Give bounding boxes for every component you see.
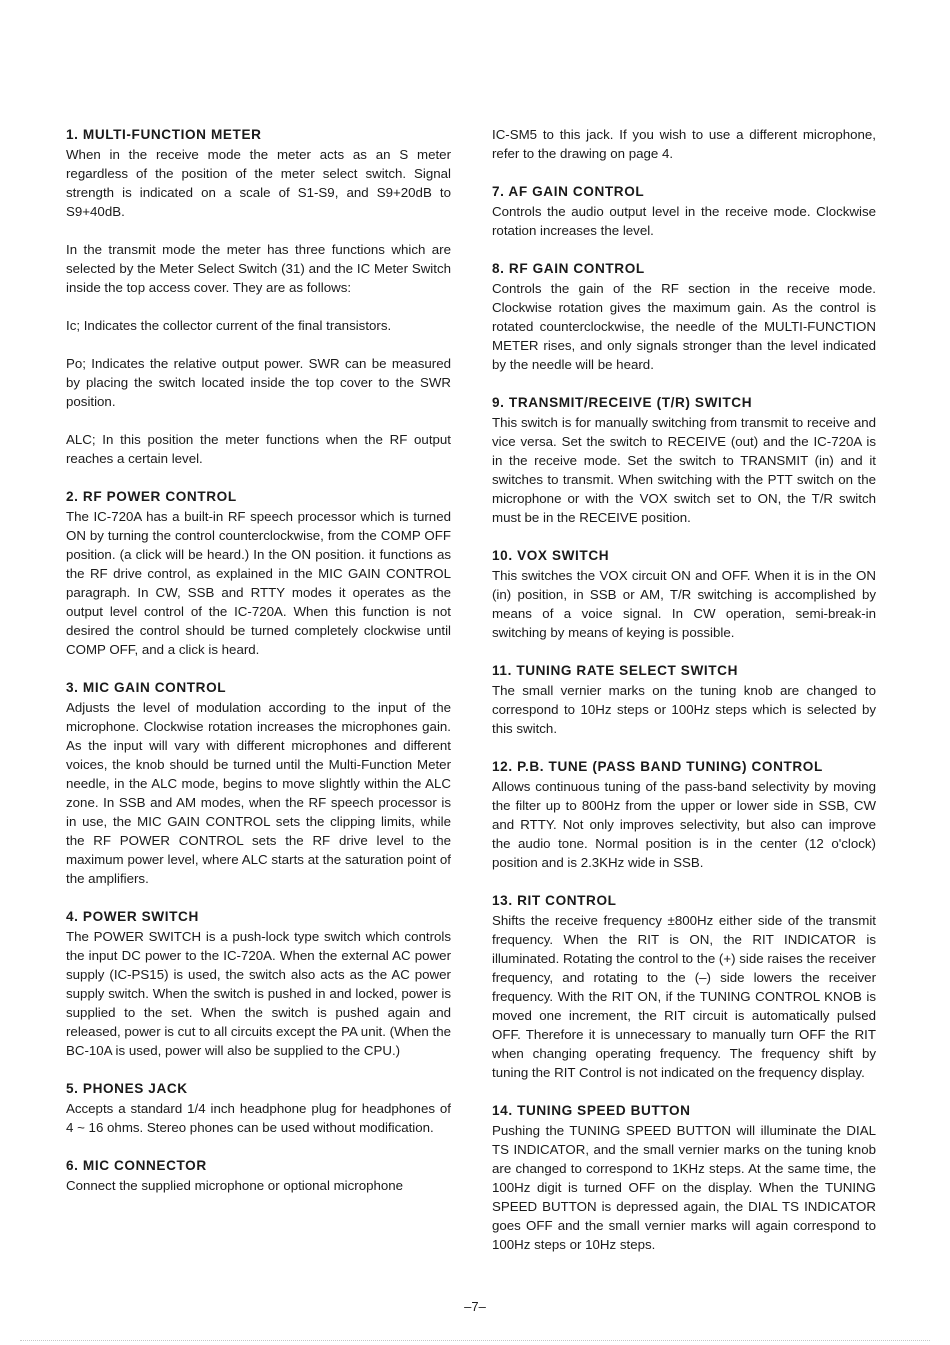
paragraph: When in the receive mode the meter acts as an S meter regardless of the position of the meter select switch. Signal strength is indicated on a scale of S1-S9, and S9+20dB to S9+40dB. [66, 147, 451, 219]
section-heading: 2. RF POWER CONTROL [66, 489, 237, 504]
section-phones-jack [66, 1079, 451, 1137]
page-number: –7– [464, 1299, 486, 1314]
section-tuning-rate-select-switch [492, 661, 876, 738]
section-transmit-receive-switch [492, 393, 876, 527]
paragraph: IC-SM5 to this jack. If you wish to use a different microphone, refer to the drawing on page 4. [492, 127, 876, 161]
paragraph: Controls the gain of the RF section in the receive mode. Clockwise rotation gives the maximum gain. As the control is rotated counterclockwise, the needle of the MULTI-FUNCTION METER rises, and only signals stronger than the level indicated by the needle will be heard. [492, 281, 876, 372]
section-rit-control [492, 891, 876, 1082]
section-heading: 10. VOX SWITCH [492, 548, 610, 563]
paragraph: Accepts a standard 1/4 inch headphone plug for headphones of 4 ~ 16 ohms. Stereo phones can be used without modification. [66, 1101, 451, 1135]
paragraph: Allows continuous tuning of the pass-band selectivity by moving the filter up to 800Hz from the upper or lower side in SSB, CW and RTTY. Not only improves selectivity, but also can improve the audio tone. Normal position is in the center (12 o'clock) position and is 2.3KHz wide in SSB. [492, 779, 876, 870]
section-tuning-speed-button [492, 1101, 876, 1254]
section-mic-connector [66, 1156, 451, 1195]
section-heading: 1. MULTI-FUNCTION METER [66, 127, 262, 142]
section-mic-connector-continued [492, 125, 876, 163]
section-heading: 9. TRANSMIT/RECEIVE (T/R) SWITCH [492, 395, 753, 410]
section-heading: 12. P.B. TUNE (PASS BAND TUNING) CONTROL [492, 759, 823, 774]
section-vox-switch [492, 546, 876, 642]
paragraph: Adjusts the level of modulation according to the input of the microphone. Clockwise rotation increases the microphones gain. As the input will vary with different microphones and different voices, the knob should be turned until the Multi-Function Meter needle, in the ALC mode, begins to move slightly within the ALC zone. In SSB and AM modes, when the RF speech processor is in use, the MIC GAIN CONTROL sets the clipping limits, while the RF POWER CONTROL sets the RF drive level to the maximum power level, where ALC starts at the saturation point of the amplifiers. [66, 700, 451, 886]
paragraph: The small vernier marks on the tuning knob are changed to correspond to 10Hz steps or 100Hz steps which is selected by this switch. [492, 683, 876, 736]
paragraph: This switch is for manually switching from transmit to receive and vice versa. Set the switch to RECEIVE (out) and the IC-720A is in the receive mode. Set the switch to TRANSMIT (in) and it switches to transmit. When switching with the PTT switch on the microphone or with the VOX switch set to ON, the T/R switch must be in the RECEIVE position. [492, 415, 876, 525]
section-heading: 3. MIC GAIN CONTROL [66, 680, 227, 695]
right-column [492, 125, 876, 1273]
paragraph: Shifts the receive frequency ±800Hz either side of the transmit frequency. When the RIT is ON, the RIT INDICATOR is illuminated. Rotating the control to the (+) side raises the receiver frequency, and rotating to the (–) side lowers the receiver frequency. With the RIT ON, if the TUNING CONTROL KNOB is moved one increment, the RIT circuit is automatically pulsed OFF. Therefore it is unnecessary to manually turn OFF the RIT when changing operating frequency. The frequency shift by tuning the RIT Control is not indicated on the frequency display. [492, 913, 876, 1080]
paragraph: Pushing the TUNING SPEED BUTTON will illuminate the DIAL TS INDICATOR, and the small vernier marks on the tuning knob are changed to correspond to 1KHz steps. At the same time, the 100Hz digit is turned OFF on the display. When the TUNING SPEED BUTTON is depressed again, the DIAL TS INDICATOR goes OFF and the small vernier marks will again correspond to 100Hz steps or 10Hz steps. [492, 1123, 876, 1252]
paragraph: In the transmit mode the meter has three functions which are selected by the Meter Select Switch (31) and the IC Meter Switch inside the top access cover. They are as follows: [66, 242, 451, 295]
section-power-switch [66, 907, 451, 1060]
paragraph: ALC; In this position the meter functions when the RF output reaches a certain level. [66, 432, 451, 466]
section-heading: 11. TUNING RATE SELECT SWITCH [492, 663, 738, 678]
section-heading: 4. POWER SWITCH [66, 909, 199, 924]
section-pb-tune-control [492, 757, 876, 872]
section-rf-gain-control [492, 259, 876, 374]
section-af-gain-control [492, 182, 876, 240]
paragraph: This switches the VOX circuit ON and OFF. When it is in the ON (in) position, in SSB or AM, T/R switching is accomplished by means of a voice signal. In CW operation, semi-break-in switching by means of keying is possible. [492, 568, 876, 640]
section-heading: 8. RF GAIN CONTROL [492, 261, 645, 276]
section-heading: 14. TUNING SPEED BUTTON [492, 1103, 691, 1118]
section-multi-function-meter [66, 125, 451, 468]
paragraph: Connect the supplied microphone or optional microphone [66, 1178, 404, 1193]
section-mic-gain-control [66, 678, 451, 888]
paragraph: Po; Indicates the relative output power. SWR can be measured by placing the switch located inside the top cover to the SWR position. [66, 356, 451, 409]
paragraph: The POWER SWITCH is a push-lock type switch which controls the input DC power to the IC-720A. When the external AC power supply (IC-PS15) is used, the switch also acts as the AC power supply switch. When the switch is pushed in and locked, power is supplied to the set. When the switch is pushed again and released, power is cut to all circuits except the PA unit. (When the BC-10A is used, power will also be supplied to the CPU.) [66, 929, 451, 1058]
left-column [66, 125, 451, 1214]
paragraph: The IC-720A has a built-in RF speech processor which is turned ON by turning the control counterclockwise, from the COMP OFF position. (a click will be heard.) In the ON position. it functions as the RF drive control, as explained in the MIC GAIN CONTROL paragraph. In CW, SSB and RTTY modes it operates as the output level control of the IC-720A. When this function is not desired the control should be turned completely clockwise until COMP OFF, and a click is heard. [66, 509, 451, 657]
section-heading: 6. MIC CONNECTOR [66, 1158, 207, 1173]
paragraph: Ic; Indicates the collector current of the final transistors. [66, 318, 392, 333]
paragraph: Controls the audio output level in the receive mode. Clockwise rotation increases the level. [492, 204, 876, 238]
section-heading: 13. RIT CONTROL [492, 893, 617, 908]
section-rf-power-control [66, 487, 451, 659]
scan-artifact-line [20, 1340, 930, 1342]
section-heading: 5. PHONES JACK [66, 1081, 188, 1096]
section-heading: 7. AF GAIN CONTROL [492, 184, 645, 199]
